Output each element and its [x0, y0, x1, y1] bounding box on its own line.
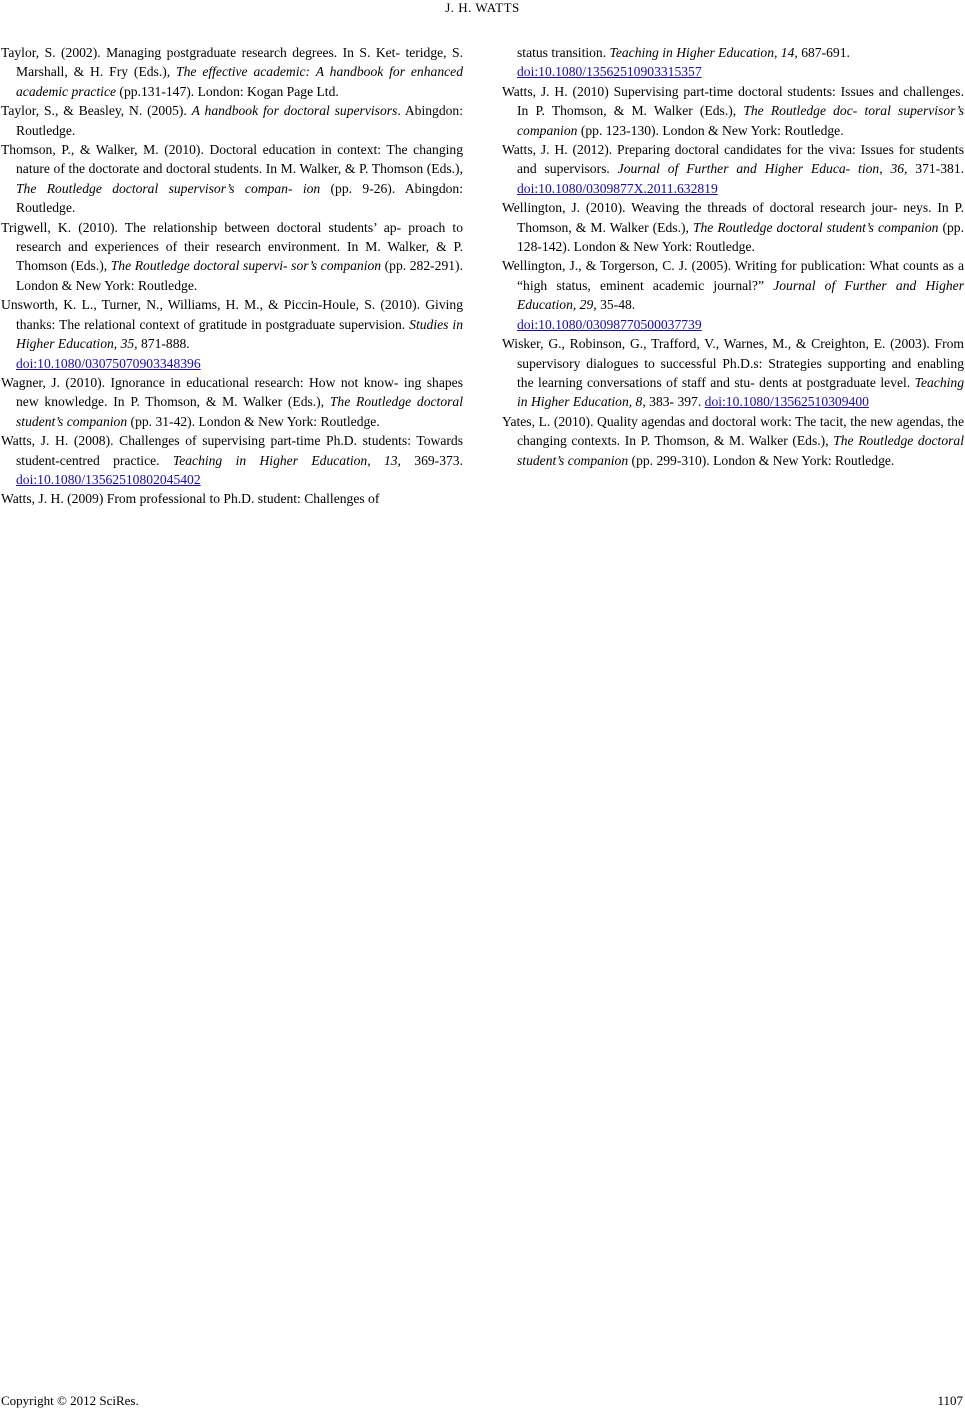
ref-text: Watts, J. H. (2009) From professional to Ph.D. student: Challenges of: [1, 491, 380, 507]
reference-entry: [502, 412, 964, 470]
ref-text: Thomson, P., & Walker, M. (2010). Doctoral education in context: The changing nature of the doctorate and doctoral students. In M. Walker, & P. Thomson (Eds.),: [1, 142, 463, 177]
reference-entry: [502, 198, 964, 256]
ref-text: (pp.131-147). London: Kogan Page Ltd.: [116, 83, 339, 99]
page-number: 1107: [937, 1393, 963, 1408]
ref-text: Watts, J. H. (2010) Supervising part-time doctoral students: Issues and challenges. In P. Thomson, & M. Walker (Eds.),: [502, 83, 964, 119]
ref-text: (pp. 299-310). London & New York: Routledge.: [628, 452, 895, 468]
doi-link[interactable]: doi:10.1080/13562510309400: [704, 394, 869, 410]
reference-entry: [1, 489, 463, 508]
reference-entry: [502, 82, 964, 140]
ref-text: 383- 397.: [645, 394, 705, 410]
ref-text: Yates, L. (2010). Quality agendas and doctoral work: The tacit, the new agendas, the changing contexts. In P. Thomson, & M. Walker (Eds.),: [502, 413, 964, 449]
ref-text: 35-48.: [596, 297, 636, 313]
running-head: J. H. WATTS: [445, 0, 520, 15]
reference-entry: [1, 431, 463, 489]
doi-link[interactable]: doi:10.1080/0309877X.2011.632819: [517, 180, 718, 196]
ref-text: Wagner, J. (2010). Ignorance in educational research: How not know- ing shapes new knowledge. In P. Thomson, & M. Walker (Eds.),: [1, 374, 463, 410]
reference-entry: [1, 43, 463, 101]
references-left-column: [1, 43, 463, 509]
ref-text: . Abingdon: Routledge.: [16, 103, 463, 138]
doi-link[interactable]: doi:10.1080/13562510903315357: [517, 64, 702, 80]
ref-title: The Routledge doctoral supervi- sor’s companion: [110, 258, 382, 274]
ref-text: Trigwell, K. (2010). The relationship between doctoral students’ ap- proach to research and experiences of their research environment. In M. Walker, & P. Thomson (Eds.),: [1, 219, 463, 274]
doi-link[interactable]: doi:10.1080/03098770500037739: [517, 316, 702, 332]
ref-title: The Routledge doctoral supervisor’s compan- ion: [16, 180, 321, 196]
ref-text: Watts, J. H. (2012). Preparing doctoral candidates for the viva: Issues for students and supervisors.: [502, 142, 964, 177]
ref-title: Journal of Further and Higher Education, 29,: [517, 277, 964, 313]
ref-title: The Routledge doc- toral supervisor’s companion: [517, 103, 964, 138]
ref-title: Teaching in Higher Education, 8,: [517, 374, 964, 410]
ref-text: Wisker, G., Robinson, G., Trafford, V., Warnes, M., & Creighton, E. (2003). From supervisory dialogues to successful Ph.D.s: Strategies supporting and enabling the learning conversations of staff and stu- dents at postgraduate level.: [502, 336, 964, 390]
reference-entry: [502, 334, 964, 412]
ref-title: The Routledge doctoral student’s companion: [517, 433, 964, 468]
ref-text: (pp. 282-291). London & New York: Routledge.: [16, 258, 463, 293]
ref-title: A handbook for doctoral supervisors: [191, 103, 398, 119]
reference-entry: [1, 373, 463, 431]
references-right-column: [502, 43, 964, 470]
reference-entry: [1, 101, 463, 140]
ref-text: Wellington, J., & Torgerson, C. J. (2005). Writing for publication: What counts as a “high status, eminent academic journal?”: [502, 258, 964, 293]
ref-text: 371-381.: [907, 161, 965, 177]
ref-title: The Routledge doctoral student’s companion: [16, 394, 463, 429]
reference-entry: [502, 140, 964, 198]
ref-text: Taylor, S. (2002). Managing postgraduate research degrees. In S. Ket- teridge, S. Marshall, & H. Fry (Eds.),: [1, 45, 463, 80]
reference-entry: [1, 295, 463, 373]
ref-title: The effective academic: A handbook for enhanced academic practice: [16, 64, 463, 99]
ref-title: Studies in Higher Education, 35,: [16, 316, 463, 352]
ref-text: 871-888.: [137, 336, 190, 352]
ref-text: (pp. 123-130). London & New York: Routledge.: [577, 122, 844, 138]
ref-text: (pp. 128-142). London & New York: Routledge.: [517, 219, 964, 255]
footer-copyright: Copyright © 2012 SciRes.: [1, 1393, 139, 1408]
ref-title: The Routledge doctoral student’s companion: [692, 219, 939, 235]
reference-entry: [502, 256, 964, 334]
ref-text: 687-691.: [797, 45, 850, 60]
reference-continuation: [502, 43, 964, 82]
ref-text: Unsworth, K. L., Turner, N., Williams, H. M., & Piccin-Houle, S. (2010). Giving thanks: The relational context of gratitude in postgraduate supervision.: [1, 297, 463, 332]
doi-link[interactable]: doi:10.1080/13562510802045402: [16, 471, 201, 487]
ref-text: Watts, J. H. (2008). Challenges of supervising part-time Ph.D. students: Towards student-centred practice.: [1, 433, 463, 468]
ref-text: (pp. 31-42). London & New York: Routledge.: [127, 413, 380, 429]
ref-text: 369-373.: [400, 452, 464, 468]
ref-text: status transition.: [517, 45, 610, 60]
ref-text: (pp. 9-26). Abingdon: Routledge.: [16, 180, 463, 216]
reference-entry: [1, 140, 463, 218]
reference-entry: [1, 218, 463, 296]
doi-link[interactable]: doi:10.1080/03075070903348396: [16, 355, 201, 371]
ref-text: Wellington, J. (2010). Weaving the threads of doctoral research jour- neys. In P. Thomson, & M. Walker (Eds.),: [502, 200, 964, 235]
ref-title: Teaching in Higher Education, 13,: [172, 452, 401, 468]
ref-title: Teaching in Higher Education, 14,: [609, 45, 798, 60]
ref-text: Taylor, S., & Beasley, N. (2005).: [1, 103, 192, 119]
ref-title: Journal of Further and Higher Educa- tion, 36,: [617, 161, 908, 177]
